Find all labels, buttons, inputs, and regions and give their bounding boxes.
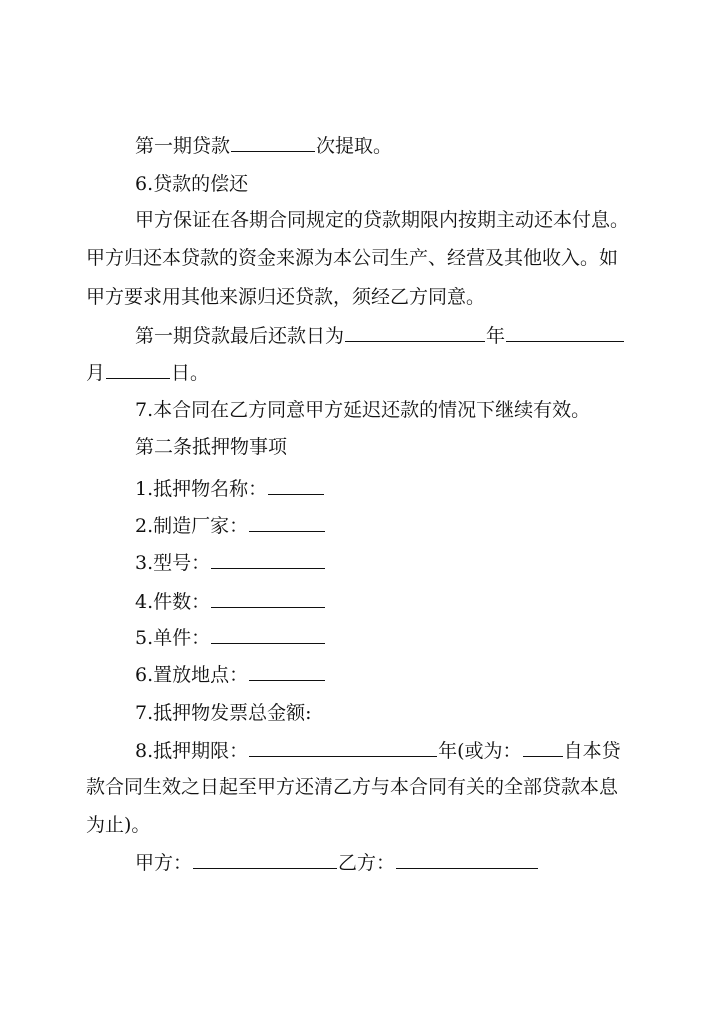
loan-first-period-line bbox=[135, 133, 392, 158]
blank-field[interactable] bbox=[211, 625, 325, 644]
blank-field[interactable] bbox=[345, 323, 485, 342]
paragraph-line: 款合同生效之日起至甲方还清乙方与本合同有关的全部贷款本息 bbox=[86, 776, 619, 798]
field-label: 3.型号： bbox=[135, 552, 211, 574]
blank-field[interactable] bbox=[249, 513, 325, 532]
last-repayment-date-line bbox=[135, 323, 625, 348]
field-label: 4.件数： bbox=[135, 591, 211, 613]
blank-field[interactable] bbox=[249, 738, 437, 757]
field-label: 2.制造厂家： bbox=[135, 515, 249, 537]
repayment-month-day-line bbox=[86, 360, 209, 385]
collateral-name-field bbox=[135, 476, 325, 501]
field-label: 6.置放地点： bbox=[135, 664, 249, 686]
section-heading-repayment: 6.贷款的偿还 bbox=[135, 173, 249, 195]
model-field bbox=[135, 550, 326, 575]
blank-field[interactable] bbox=[523, 738, 563, 757]
blank-field[interactable] bbox=[231, 133, 315, 152]
text-segment: 年(或为： bbox=[438, 740, 522, 762]
text-segment: 年 bbox=[486, 325, 506, 347]
paragraph-line: 甲方保证在各期合同规定的贷款期限内按期主动还本付息。 bbox=[135, 209, 630, 231]
blank-field[interactable] bbox=[506, 323, 624, 342]
text-segment: 日。 bbox=[171, 362, 210, 384]
text-segment: 第一期贷款最后还款日为 bbox=[135, 325, 345, 347]
field-label: 1.抵押物名称： bbox=[135, 478, 268, 500]
mortgage-term-line bbox=[135, 738, 621, 763]
blank-field[interactable] bbox=[211, 589, 325, 608]
manufacturer-field bbox=[135, 513, 326, 538]
invoice-total-field: 7.抵押物发票总金额: bbox=[135, 702, 312, 724]
text-segment: 8.抵押期限： bbox=[135, 740, 249, 762]
blank-field[interactable] bbox=[106, 360, 170, 379]
party-a-signature-field[interactable] bbox=[193, 850, 337, 869]
quantity-field bbox=[135, 589, 326, 614]
paragraph-line: 为止)。 bbox=[86, 814, 151, 836]
text-segment: 自本贷 bbox=[563, 740, 621, 762]
party-a-label: 甲方： bbox=[135, 852, 193, 874]
location-field bbox=[135, 662, 326, 687]
blank-field[interactable] bbox=[249, 662, 325, 681]
paragraph-line: 7.本合同在乙方同意甲方延迟还款的情况下继续有效。 bbox=[135, 399, 591, 421]
paragraph-line: 甲方要求用其他来源归还贷款，须经乙方同意。 bbox=[86, 286, 486, 308]
party-b-signature-field[interactable] bbox=[396, 850, 538, 869]
text-segment: 次提取。 bbox=[316, 135, 393, 157]
text-segment: 月 bbox=[86, 362, 106, 384]
signature-line bbox=[135, 850, 539, 875]
blank-field[interactable] bbox=[211, 550, 325, 569]
text-segment: 第一期贷款 bbox=[135, 135, 231, 157]
field-label: 5.单件： bbox=[135, 627, 211, 649]
unit-field bbox=[135, 625, 326, 650]
section-heading-collateral: 第二条抵押物事项 bbox=[135, 436, 288, 458]
party-b-label: 乙方： bbox=[338, 852, 396, 874]
blank-field[interactable] bbox=[268, 476, 324, 495]
paragraph-line: 甲方归还本贷款的资金来源为本公司生产、经营及其他收入。如 bbox=[86, 247, 619, 269]
